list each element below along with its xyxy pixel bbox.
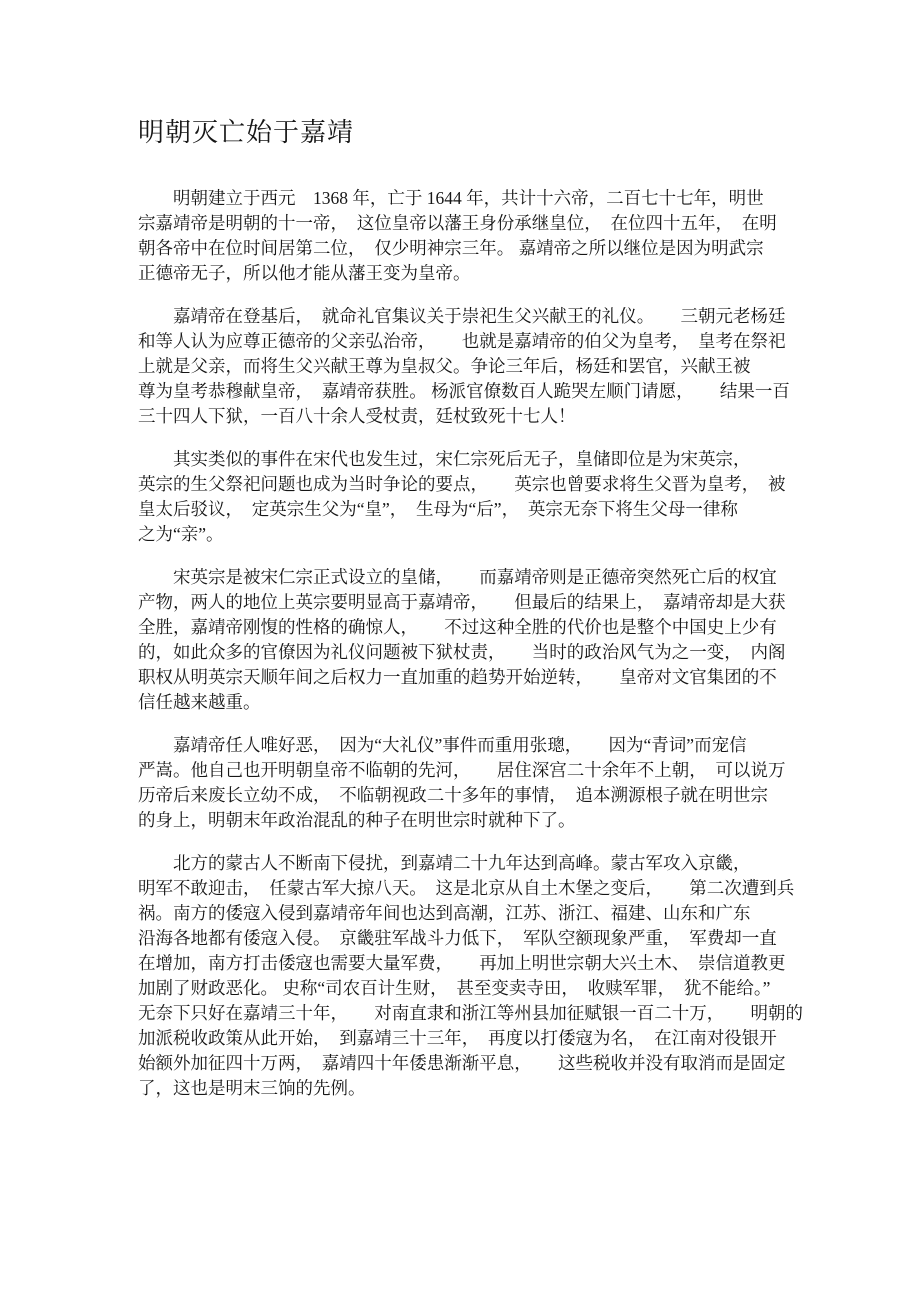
text-line: 朝各帝中在位时间居第二位， 仅少明神宗三年。 嘉靖帝之所以继位是因为明武宗 [138, 238, 764, 258]
text-line: 宗嘉靖帝是明朝的十一帝， 这位皇帝以藩王身份承继皇位， 在位四十五年， 在明 [138, 213, 777, 233]
text-line: 沿海各地都有倭寇入侵。 京畿驻军战斗力低下， 军队空额现象严重， 军费却一直 [138, 928, 777, 948]
text-line: 嘉靖帝在登基后， 就命礼官集议关于崇祀生父兴献王的礼仪。 三朝元老杨廷 [173, 306, 786, 326]
text-line: 在增加，南方打击倭寇也需要大量军费， 再加上明世宗朝大兴土木、 崇信道教更 [138, 953, 786, 973]
paragraph-song-dynasty-parallel [138, 447, 786, 547]
text-line: 无奈下只好在嘉靖三十年， 对南直隶和浙江等州县加征赋银一百二十万， 明朝的 [138, 1003, 803, 1023]
text-line: 加剧了财政恶化。 史称“司农百计生财， 甚至变卖寺田， 收赎军罪， 犹不能给。” [138, 978, 771, 998]
text-line: 的身上，明朝末年政治混乱的种子在明世宗时就种下了。 [138, 810, 576, 830]
document-title: 明朝灭亡始于嘉靖 [138, 118, 355, 147]
text-line: 其实类似的事件在宋代也发生过，宋仁宗死后无子，皇储即位是为宋英宗， [173, 449, 751, 469]
text-line: 严嵩。他自己也开明朝皇帝不临朝的先河， 居住深宫二十余年不上朝， 可以说万 [138, 760, 786, 780]
text-line: 加派税收政策从此开始， 到嘉靖三十三年， 再度以打倭寇为名， 在江南对役银开 [138, 1028, 777, 1048]
text-line: 的，如此众多的官僚因为礼仪问题被下狱杖责， 当时的政治风气为之一变， 内阁 [138, 642, 786, 662]
text-line: 英宗的生父祭祀问题也成为当时争论的要点， 英宗也曾要求将生父晋为皇考， 被 [138, 474, 786, 494]
text-line: 北方的蒙古人不断南下侵扰，到嘉靖二十九年达到高峰。蒙古军攻入京畿， [173, 853, 751, 873]
text-line: 嘉靖帝任人唯好恶， 因为“大礼仪”事件而重用张璁， 因为“青词”而宠信 [173, 735, 747, 755]
text-line: 皇太后驳议， 定英宗生父为“皇”， 生母为“后”， 英宗无奈下将生父母一律称 [138, 499, 738, 519]
text-line: 职权从明英宗天顺年间之后权力一直加重的趋势开始逆转， 皇帝对文官集团的不 [138, 667, 777, 687]
text-line: 信任越来越重。 [138, 692, 261, 712]
text-line: 历帝后来废长立幼不成， 不临朝视政二十多年的事情， 追本溯源根子就在明世宗 [138, 785, 768, 805]
text-line: 明朝建立于西元 1368 年，亡于 1644 年，共计十六帝，二百七十七年，明世 [173, 188, 764, 208]
text-line: 尊为皇考恭穆献皇帝， 嘉靖帝获胜。 杨派官僚数百人跪哭左顺门请愿， 结果一百 [138, 381, 790, 401]
text-line: 祸。南方的倭寇入侵到嘉靖帝年间也达到高潮，江苏、浙江、福建、山东和广东 [138, 903, 751, 923]
document-content [138, 118, 803, 1119]
text-line: 正德帝无子，所以他才能从藩王变为皇帝。 [138, 263, 471, 283]
paragraph-rites-controversy [138, 304, 790, 429]
text-line: 宋英宗是被宋仁宗正式设立的皇储， 而嘉靖帝则是正德帝突然死亡后的权宜 [173, 567, 777, 587]
paragraph-favoritism [138, 733, 786, 833]
text-line: 产物，两人的地位上英宗要明显高于嘉靖帝， 但最后的结果上， 嘉靖帝却是大获 [138, 592, 786, 612]
text-line: 三十四人下狱，一百八十余人受杖责，廷杖致死十七人！ [138, 406, 576, 426]
text-line: 和等人认为应尊正德帝的父亲弘治帝， 也就是嘉靖帝的伯父为皇考， 皇考在祭祀 [138, 331, 786, 351]
text-line: 全胜，嘉靖帝刚愎的性格的确惊人， 不过这种全胜的代价也是整个中国史上少有 [138, 617, 777, 637]
text-line: 上就是父亲，而将生父兴献王尊为皇叔父。争论三年后，杨廷和罢官，兴献王被 [138, 356, 751, 376]
text-line: 始额外加征四十万两， 嘉靖四十年倭患渐渐平息， 这些税收并没有取消而是固定 [138, 1053, 786, 1073]
paragraph-invasions-finance [138, 851, 803, 1101]
text-line: 明军不敢迎击， 任蒙古军大掠八天。 这是北京从自土木堡之变后， 第二次遭到兵 [138, 878, 795, 898]
paragraph-intro [138, 186, 786, 286]
paragraph-comparison [138, 565, 786, 715]
text-line: 了，这也是明末三饷的先例。 [138, 1078, 366, 1098]
text-line: 之为“亲”。 [138, 524, 224, 544]
